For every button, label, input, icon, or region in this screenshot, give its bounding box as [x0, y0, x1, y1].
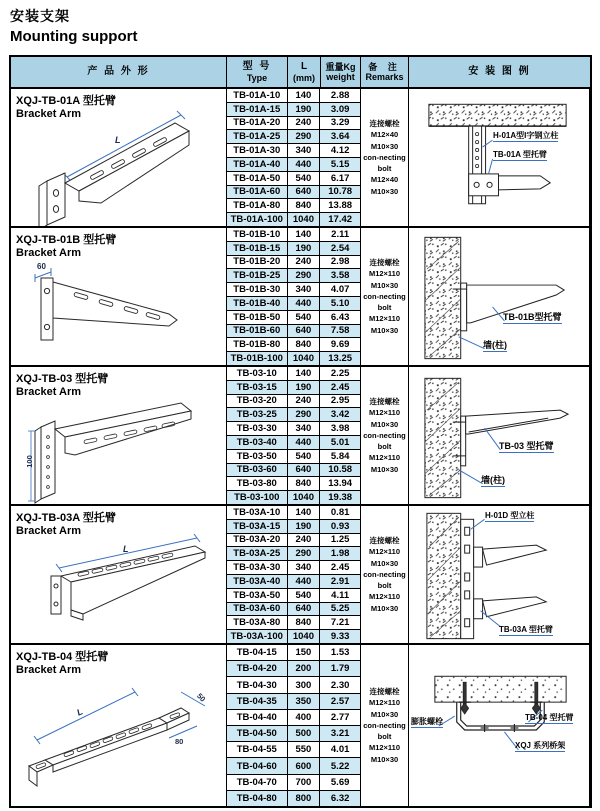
table-row	[227, 395, 360, 409]
length-cell: 440	[288, 575, 321, 588]
type-cell: TB-04-50	[227, 726, 288, 741]
length-cell: 600	[288, 758, 321, 773]
remarks-line: M10×30	[370, 141, 399, 151]
remarks-line: M12×40	[370, 130, 399, 140]
remarks-line: bolt	[377, 303, 392, 313]
table-row	[227, 477, 360, 491]
weight-cell: 13.94	[328, 478, 353, 490]
dimension-label: L	[123, 544, 129, 554]
spec-rows	[227, 506, 361, 643]
section-tb-03a	[11, 506, 590, 645]
type-cell: TB-04-55	[227, 742, 288, 757]
type-cell: TB-01A-10	[227, 89, 288, 102]
table-row	[227, 710, 360, 726]
length-cell: 840	[288, 338, 321, 351]
weight-cell: 9.33	[330, 631, 350, 643]
product-name: XQJ-TB-01B 型托臂 Bracket Arm	[16, 234, 117, 259]
table-row	[227, 645, 360, 661]
table-row	[227, 172, 360, 186]
type-cell: TB-03-50	[227, 450, 288, 463]
section-tb-01b	[11, 228, 590, 367]
length-cell: 190	[288, 381, 321, 394]
type-cell: TB-03A-30	[227, 561, 288, 574]
remarks-line: con-necting	[363, 569, 406, 579]
weight-cell: 10.58	[328, 464, 353, 476]
installation-diagram-wall-column-brackets	[409, 506, 589, 643]
type-cell: TB-01B-10	[227, 228, 288, 241]
diagram-label: TB-03A 型托臂	[499, 625, 553, 634]
weight-cell: 6.43	[330, 311, 350, 323]
type-cell: TB-03-20	[227, 395, 288, 408]
type-cell: TB-03A-60	[227, 603, 288, 616]
type-cell: TB-01B-50	[227, 311, 288, 324]
diagram-label: H-01A型I字钢立柱	[493, 131, 559, 140]
length-cell: 240	[288, 395, 321, 408]
length-cell: 300	[288, 677, 321, 692]
type-cell: TB-01B-20	[227, 256, 288, 269]
remarks-line: M10×30	[370, 464, 399, 474]
table-row	[227, 103, 360, 117]
table-row	[227, 408, 360, 422]
weight-cell: 2.77	[330, 711, 350, 723]
weight-cell: 1.53	[330, 647, 350, 659]
weight-cell: 5.22	[330, 760, 350, 772]
length-cell: 640	[288, 603, 321, 616]
remarks-line: M12×110	[368, 269, 401, 279]
weight-cell: 0.93	[330, 520, 350, 532]
type-cell: TB-01A-20	[227, 117, 288, 130]
weight-cell: 5.25	[330, 603, 350, 615]
remarks-cell	[361, 228, 409, 365]
length-cell: 140	[288, 506, 321, 519]
weight-cell: 3.21	[330, 728, 350, 740]
page-title-en: Mounting support	[10, 28, 138, 45]
remarks-line: M12×110	[368, 453, 401, 463]
weight-cell: 2.95	[330, 395, 350, 407]
type-cell: TB-01A-15	[227, 103, 288, 116]
remarks-line: M12×110	[368, 743, 401, 753]
diagram-label: TB-04 型托臂	[525, 713, 574, 722]
table-row	[227, 297, 360, 311]
weight-cell: 4.07	[330, 284, 350, 296]
table-row	[227, 616, 360, 630]
length-cell: 190	[288, 520, 321, 533]
table-row	[227, 199, 360, 213]
type-cell: TB-01B-80	[227, 338, 288, 351]
type-cell: TB-03-10	[227, 367, 288, 380]
length-cell: 140	[288, 367, 321, 380]
remarks-line: M10×30	[370, 558, 399, 568]
weight-cell: 13.25	[328, 353, 353, 365]
weight-cell: 3.64	[330, 131, 350, 143]
length-cell: 340	[288, 283, 321, 296]
table-row	[227, 283, 360, 297]
table-row	[227, 311, 360, 325]
table-row	[227, 677, 360, 693]
type-cell: TB-01B-25	[227, 269, 288, 282]
table-row	[227, 352, 360, 365]
type-cell: TB-01B-15	[227, 242, 288, 255]
table-row	[227, 381, 360, 395]
type-cell: TB-03A-25	[227, 547, 288, 560]
length-cell: 840	[288, 477, 321, 490]
weight-cell: 6.17	[330, 172, 350, 184]
length-cell: 240	[288, 534, 321, 547]
length-cell: 240	[288, 256, 321, 269]
length-cell: 400	[288, 710, 321, 725]
length-cell: 540	[288, 450, 321, 463]
length-cell: 840	[288, 199, 321, 212]
installation-diagram-cell	[409, 89, 590, 226]
remarks-line: bolt	[377, 164, 392, 174]
dimension-label: L	[115, 135, 121, 145]
remarks-line: 连接螺栓	[369, 397, 400, 407]
length-cell: 700	[288, 775, 321, 790]
table-row	[227, 228, 360, 242]
table-row	[227, 742, 360, 758]
remarks-line: M10×30	[370, 709, 399, 719]
type-cell: TB-03A-50	[227, 589, 288, 602]
weight-cell: 4.01	[330, 744, 350, 756]
table-row	[227, 242, 360, 256]
length-cell: 840	[288, 616, 321, 629]
length-cell: 440	[288, 158, 321, 171]
dimension-label: 80	[175, 737, 184, 746]
weight-cell: 7.58	[330, 325, 350, 337]
dimension-label: 60	[37, 262, 46, 271]
length-cell: 500	[288, 726, 321, 741]
length-cell: 190	[288, 242, 321, 255]
type-cell: TB-04-40	[227, 710, 288, 725]
length-cell: 240	[288, 117, 321, 130]
section-tb-01a	[11, 89, 590, 228]
length-cell: 340	[288, 422, 321, 435]
table-row	[227, 130, 360, 144]
remarks-line: con-necting	[363, 152, 406, 162]
weight-cell: 4.11	[331, 589, 350, 601]
remarks-cell	[361, 367, 409, 504]
diagram-label: 墙(柱)	[481, 475, 505, 485]
spec-rows	[227, 645, 361, 806]
remarks-line: M10×30	[370, 186, 399, 196]
remarks-line: M12×40	[370, 175, 399, 185]
weight-cell: 3.09	[330, 103, 350, 115]
type-cell: TB-03A-80	[227, 616, 288, 629]
table-row	[227, 367, 360, 381]
table-row	[227, 589, 360, 603]
remarks-line: M12×110	[368, 698, 401, 708]
length-cell: 190	[288, 103, 321, 116]
weight-cell: 1.25	[330, 534, 350, 546]
type-cell: TB-04-20	[227, 661, 288, 676]
installation-diagram-cell	[409, 645, 590, 806]
weight-cell: 5.10	[330, 297, 350, 309]
type-cell: TB-03-80	[227, 477, 288, 490]
table-row	[227, 661, 360, 677]
section-tb-03	[11, 367, 590, 506]
weight-cell: 2.30	[330, 679, 350, 691]
remarks-line: bolt	[377, 732, 392, 742]
type-cell: TB-03-40	[227, 436, 288, 449]
table-row	[227, 450, 360, 464]
weight-cell: 5.84	[330, 450, 350, 462]
table-row	[227, 436, 360, 450]
length-cell: 350	[288, 694, 321, 709]
length-cell: 140	[288, 228, 321, 241]
type-cell: TB-03-25	[227, 408, 288, 421]
weight-cell: 3.98	[330, 423, 350, 435]
remarks-cell	[361, 645, 409, 806]
product-table	[9, 55, 592, 808]
table-row	[227, 506, 360, 520]
table-row	[227, 694, 360, 710]
table-row	[227, 575, 360, 589]
weight-cell: 3.58	[330, 270, 350, 282]
installation-diagram-cell	[409, 506, 590, 643]
table-row	[227, 791, 360, 806]
type-cell: TB-01A-80	[227, 199, 288, 212]
product-cell	[11, 228, 227, 365]
spec-rows	[227, 89, 361, 226]
length-cell: 800	[288, 791, 321, 806]
product-cell	[11, 367, 227, 504]
installation-diagram-cell	[409, 367, 590, 504]
length-cell: 1040	[288, 352, 321, 365]
weight-cell: 2.11	[331, 228, 350, 240]
dimension-label: 100	[24, 455, 34, 468]
remarks-line: M10×30	[370, 419, 399, 429]
table-row	[227, 520, 360, 534]
type-cell: TB-01B-100	[227, 352, 288, 365]
length-cell: 290	[288, 130, 321, 143]
weight-cell: 1.98	[330, 548, 350, 560]
product-cell	[11, 89, 227, 226]
weight-cell: 2.98	[330, 256, 350, 268]
diagram-label: TB-01A 型托臂	[493, 150, 547, 159]
length-cell: 290	[288, 547, 321, 560]
remarks-line: 连接螺栓	[369, 119, 400, 129]
weight-cell: 2.25	[330, 367, 350, 379]
length-cell: 640	[288, 325, 321, 338]
remarks-line: 连接螺栓	[369, 687, 400, 697]
diagram-label: XQJ 系列桥架	[515, 741, 566, 750]
length-cell: 150	[288, 645, 321, 660]
length-cell: 1040	[288, 491, 321, 504]
table-row	[227, 158, 360, 172]
table-row	[227, 758, 360, 774]
table-row	[227, 269, 360, 283]
table-header-row	[11, 57, 590, 89]
type-cell: TB-03A-10	[227, 506, 288, 519]
weight-cell: 3.42	[330, 409, 350, 421]
length-cell: 140	[288, 89, 321, 102]
table-row	[227, 213, 360, 226]
header-type: 型 号 Type	[227, 57, 288, 87]
type-cell: TB-01B-40	[227, 297, 288, 310]
remarks-line: con-necting	[363, 291, 406, 301]
table-row	[227, 491, 360, 504]
header-length: L (mm)	[288, 57, 321, 87]
remarks-line: con-necting	[363, 430, 406, 440]
type-cell: TB-04-35	[227, 694, 288, 709]
table-row	[227, 256, 360, 270]
type-cell: TB-03-15	[227, 381, 288, 394]
table-row	[227, 630, 360, 643]
length-cell: 640	[288, 186, 321, 199]
length-cell: 540	[288, 589, 321, 602]
type-cell: TB-04-15	[227, 645, 288, 660]
section-tb-04	[11, 645, 590, 806]
table-row	[227, 561, 360, 575]
type-cell: TB-01A-50	[227, 172, 288, 185]
product-name: XQJ-TB-03A 型托臂 Bracket Arm	[16, 512, 116, 537]
remarks-line: con-necting	[363, 720, 406, 730]
weight-cell: 3.29	[330, 117, 350, 129]
length-cell: 540	[288, 311, 321, 324]
weight-cell: 6.32	[330, 792, 350, 804]
diagram-label: TB-01B型托臂	[503, 312, 562, 322]
type-cell: TB-03A-20	[227, 534, 288, 547]
page-title-block	[10, 6, 137, 45]
table-row	[227, 464, 360, 478]
length-cell: 1040	[288, 630, 321, 643]
dimension-label: 50	[195, 691, 208, 704]
diagram-label: TB-03 型托臂	[499, 441, 554, 451]
table-row	[227, 117, 360, 131]
type-cell: TB-04-80	[227, 791, 288, 806]
product-name: XQJ-TB-03 型托臂 Bracket Arm	[16, 373, 109, 398]
type-cell: TB-01B-60	[227, 325, 288, 338]
table-row	[227, 338, 360, 352]
weight-cell: 2.45	[330, 562, 350, 574]
weight-cell: 2.45	[330, 381, 350, 393]
length-cell: 200	[288, 661, 321, 676]
weight-cell: 2.88	[330, 89, 350, 101]
remarks-cell	[361, 506, 409, 643]
table-row	[227, 775, 360, 791]
type-cell: TB-03A-40	[227, 575, 288, 588]
installation-diagram-cell	[409, 228, 590, 365]
header-installation-example: 安 装 图 例	[468, 66, 531, 78]
type-cell: TB-04-70	[227, 775, 288, 790]
type-cell: TB-01A-40	[227, 158, 288, 171]
remarks-line: 连接螺栓	[369, 536, 400, 546]
type-cell: TB-01A-25	[227, 130, 288, 143]
diagram-label: 膨胀螺栓	[411, 717, 443, 726]
length-cell: 290	[288, 269, 321, 282]
diagram-label: H-01D 型立柱	[485, 511, 535, 520]
type-cell: TB-01B-30	[227, 283, 288, 296]
length-cell: 340	[288, 144, 321, 157]
weight-cell: 2.91	[330, 575, 350, 587]
header-weight: 重量Kg weight	[321, 57, 361, 87]
weight-cell: 1.79	[330, 663, 350, 675]
table-row	[227, 422, 360, 436]
length-cell: 440	[288, 436, 321, 449]
spec-rows	[227, 228, 361, 365]
table-row	[227, 89, 360, 103]
weight-cell: 19.38	[328, 492, 353, 504]
remarks-line: M10×30	[370, 603, 399, 613]
weight-cell: 5.01	[330, 436, 350, 448]
table-row	[227, 547, 360, 561]
remarks-line: M12×110	[368, 314, 401, 324]
remarks-line: M12×110	[368, 592, 401, 602]
type-cell: TB-01A-30	[227, 144, 288, 157]
type-cell: TB-04-60	[227, 758, 288, 773]
length-cell: 550	[288, 742, 321, 757]
product-name: XQJ-TB-01A 型托臂 Bracket Arm	[16, 95, 116, 120]
remarks-line: M12×110	[368, 547, 401, 557]
table-row	[227, 144, 360, 158]
length-cell: 340	[288, 561, 321, 574]
table-row	[227, 325, 360, 339]
length-cell: 640	[288, 464, 321, 477]
product-cell	[11, 645, 227, 806]
remarks-line: bolt	[377, 442, 392, 452]
type-cell: TB-01A-100	[227, 213, 288, 226]
product-cell	[11, 506, 227, 643]
type-cell: TB-03-60	[227, 464, 288, 477]
spec-rows	[227, 367, 361, 504]
remarks-line: M12×110	[368, 408, 401, 418]
weight-cell: 10.78	[328, 186, 353, 198]
table-row	[227, 726, 360, 742]
weight-cell: 5.69	[330, 776, 350, 788]
type-cell: TB-03A-15	[227, 520, 288, 533]
type-cell: TB-04-30	[227, 677, 288, 692]
length-cell: 1040	[288, 213, 321, 226]
header-product-shape: 产 品 外 形	[11, 57, 227, 87]
product-name: XQJ-TB-04 型托臂 Bracket Arm	[16, 651, 109, 676]
table-row	[227, 534, 360, 548]
weight-cell: 13.88	[328, 200, 353, 212]
weight-cell: 17.42	[328, 214, 353, 226]
remarks-line: 连接螺栓	[369, 258, 400, 268]
weight-cell: 2.57	[330, 695, 350, 707]
remarks-line: bolt	[377, 581, 392, 591]
dimension-label: L	[75, 706, 85, 718]
header-remarks: 备 注 Remarks	[361, 57, 409, 87]
table-row	[227, 186, 360, 200]
remarks-line: M10×30	[370, 754, 399, 764]
weight-cell: 2.54	[330, 242, 350, 254]
weight-cell: 9.69	[330, 339, 350, 351]
type-cell: TB-03-100	[227, 491, 288, 504]
weight-cell: 0.81	[330, 506, 350, 518]
type-cell: TB-03-30	[227, 422, 288, 435]
diagram-label: 墙(柱)	[483, 340, 507, 350]
length-cell: 440	[288, 297, 321, 310]
length-cell: 290	[288, 408, 321, 421]
type-cell: TB-01A-60	[227, 186, 288, 199]
remarks-line: M10×30	[370, 280, 399, 290]
remarks-cell	[361, 89, 409, 226]
table-row	[227, 603, 360, 617]
page-title-zh: 安装支架	[10, 8, 70, 24]
remarks-line: M10×30	[370, 325, 399, 335]
weight-cell: 4.12	[330, 145, 350, 157]
weight-cell: 7.21	[330, 617, 350, 629]
type-cell: TB-03A-100	[227, 630, 288, 643]
length-cell: 540	[288, 172, 321, 185]
weight-cell: 5.15	[330, 158, 350, 170]
